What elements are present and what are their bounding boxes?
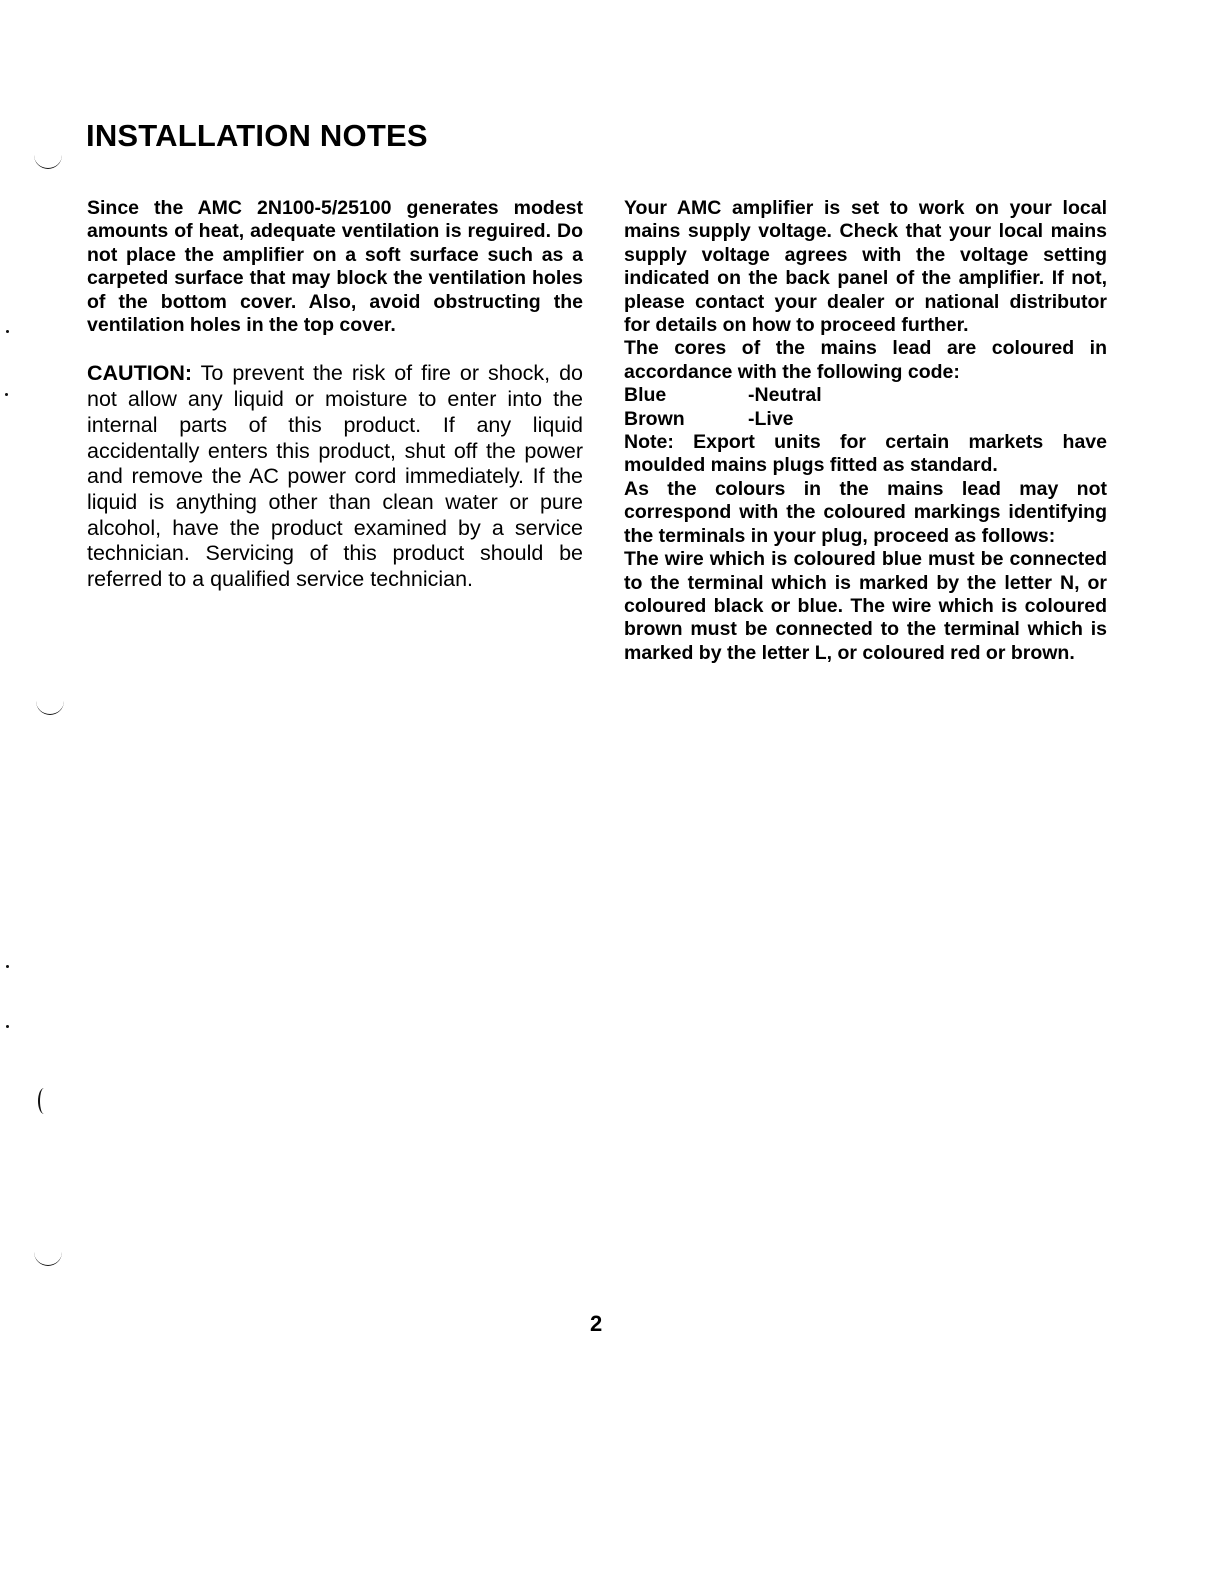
scan-mark [38, 1088, 50, 1114]
scan-mark [6, 330, 9, 333]
colour-code-row [624, 408, 1107, 431]
export-note-paragraph: Note: Export units for certain markets have moulded mains plugs fitted as standard. [624, 431, 1107, 477]
page-title: INSTALLATION NOTES [86, 118, 428, 153]
scan-mark [6, 965, 9, 968]
caution-paragraph [87, 361, 583, 592]
page-number: 2 [590, 1311, 603, 1336]
cores-paragraph: The cores of the mains lead are coloured in accordance with the following code: [624, 337, 1107, 383]
right-column [624, 197, 1107, 665]
caution-label: CAUTION: [87, 361, 193, 386]
colour-code-meaning: -Live [748, 407, 794, 430]
colours-paragraph: As the colours in the mains lead may not correspond with the coloured markings identifying the terminals in your plug, proceed as follows: [624, 477, 1107, 547]
voltage-paragraph: Your AMC amplifier is set to work on your local mains supply voltage. Check that your local mains supply voltage agrees with the voltage setting indicated on the back panel of the amplifier. If not, please contact your dealer or national distributor for details on how to proceed further. [624, 197, 1107, 337]
scan-mark [6, 1025, 9, 1028]
colour-code-row [624, 384, 1107, 407]
scan-mark [36, 700, 64, 715]
scan-mark [34, 154, 62, 169]
scan-mark [34, 1251, 62, 1266]
scan-mark [5, 393, 8, 396]
ventilation-paragraph: Since the AMC 2N100-5/25100 generates modest amounts of heat, adequate ventilation is reguired. Do not place the amplifier on a soft surface such as a carpeted surface that may block the ventilation holes of the bottom cover. Also, avoid obstructing the ventilation holes in the top cover. [87, 197, 583, 337]
caution-text: To prevent the risk of fire or shock, do not allow any liquid or moisture to enter into the internal parts of this product. If any liquid accidentally enters this product, shut off the power and remove the AC power cord immediately. If the liquid is anything other than clean water or pure alcohol, have the product examined by a service technician. Servicing of this product should be referred to a qualified service technician. [87, 361, 583, 592]
colour-code-meaning: -Neutral [748, 384, 822, 407]
left-column [87, 197, 583, 593]
wiring-paragraph: The wire which is coloured blue must be connected to the terminal which is marked by the letter N, or coloured black or blue. The wire which is coloured brown must be connected to the terminal which is marked by the letter L, or coloured red or brown. [624, 548, 1107, 664]
colour-code-colour: Blue [624, 384, 667, 407]
colour-code-colour: Brown [624, 407, 685, 430]
